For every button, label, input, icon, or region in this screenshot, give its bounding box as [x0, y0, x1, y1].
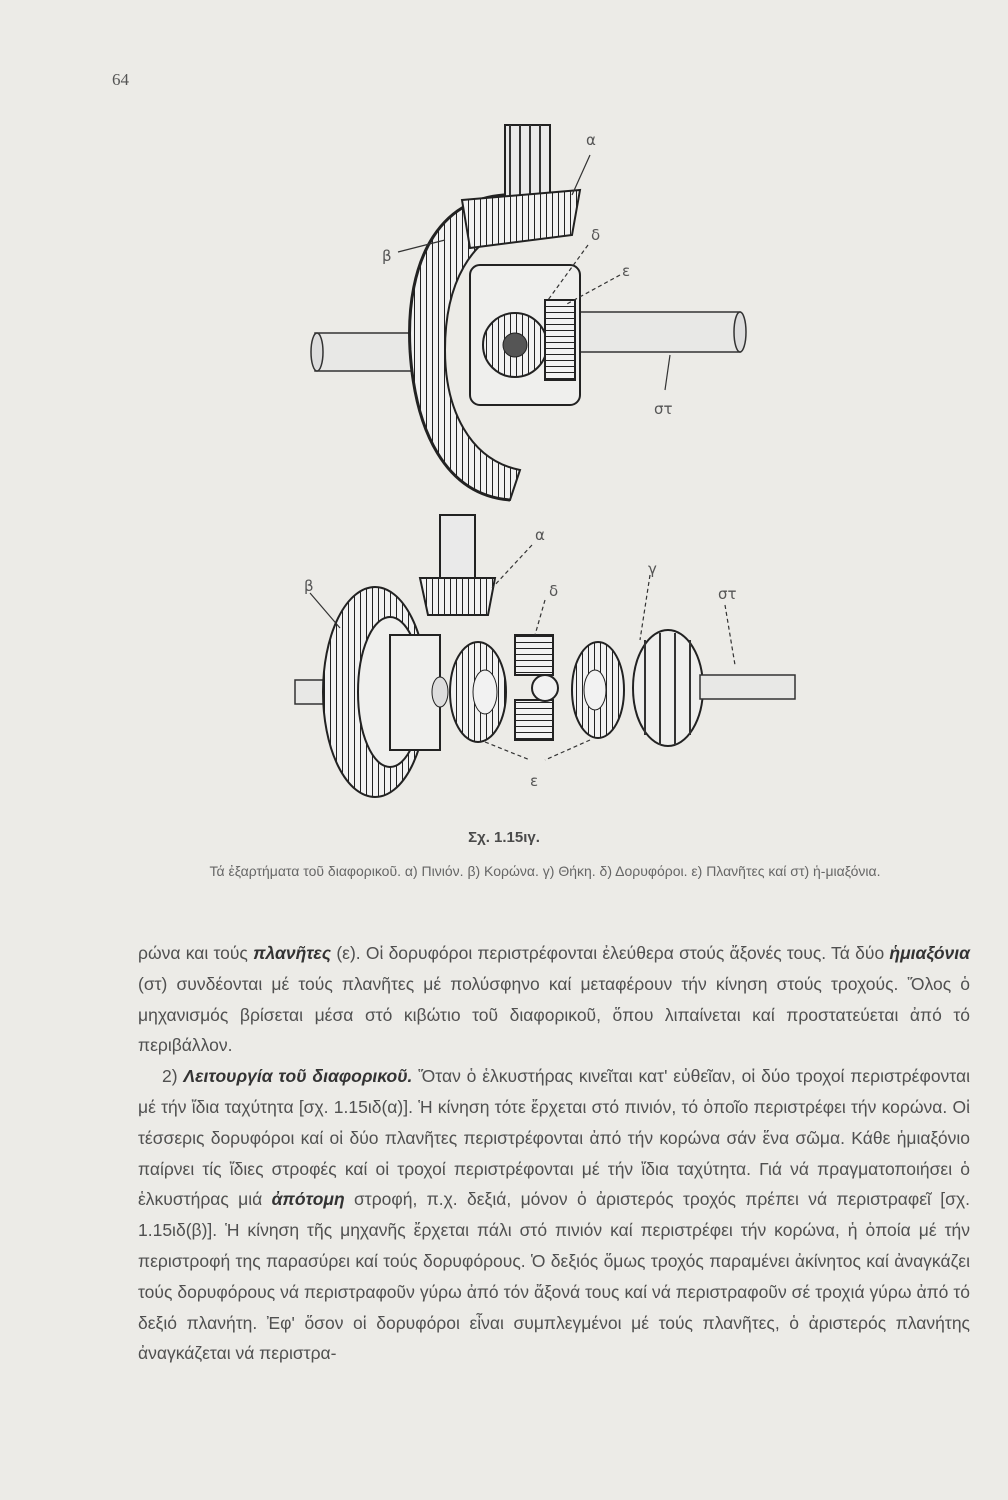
label-beta-top: β	[382, 247, 392, 265]
figure-caption-title: Σχ. 1.15ιγ.	[468, 829, 540, 846]
right-half-shaft-exploded	[700, 675, 795, 699]
label-st-bottom: στ	[718, 585, 737, 603]
term-differential-operation: Λειτουργία τοῦ διαφορικοῦ.	[183, 1066, 413, 1087]
planet-gear	[545, 300, 575, 380]
label-beta-bottom: β	[304, 577, 314, 595]
term-planets: πλανῆτες	[253, 943, 332, 963]
paragraph-2: 2) Λειτουργία τοῦ διαφορικοῦ. Ὅταν ὁ ἑλκυστήρας κινεῖται κατ' εὐθεῖαν, οἱ δύο τροχοί περιστρέφονται μέ τήν ἴδια ταχύτητα [σχ. 1.15ιδ(α)]. Ἡ κίνηση τότε ἔρχεται στό πινιόν, τό ὁποῖο περιστρέφει τήν κορώνα. Οἱ τέσσερις δορυφόροι καί οἱ δύο πλανῆτες περιστρέφονται ἀπό τήν κορώνα σάν ἕνα σῶμα. Κάθε ἡμιαξόνιο παίρνει τίς ἴδιες στροφές καί οἱ τροχοί περιστρέφονται μέ τήν ἴδια ταχύτητα. Γιά νά πραγματοποιήσει ὁ ἑλκυστήρας μιά ἀπότομη στροφή, π.χ. δεξιά, μόνον ὁ ἀριστερός τροχός πρέπει νά περιστραφεῖ [σχ. 1.15ιδ(β)]. Ἡ κίνηση τῆς μηχανῆς ἔρχεται πάλι στό πινιόν καί περιστρέφει τήν κορώνα, ἡ ὁποία μέ τήν περιστροφή της παρασύρει καί τούς δορυφόρους. Ὁ δεξιός ὅμως τροχός παραμένει ἀκίνητος καί ἀναγκάζει τούς δορυφόρους νά περιστραφοῦν γύρω ἀπό τόν ἄξονά τους καί νά περιστραφοῦν σέ τροχιά γύρω ἀπό τό δεξιό πλανήτη. Ἐφ' ὅσον οἱ δορυφόροι εἶναι συμπλεγμένοι μέ τούς πλανῆτες, ὁ ἀριστερός πλανήτης ἀναγκάζεται νά περιστρα-	[138, 1066, 970, 1364]
page-number: 64	[112, 70, 129, 89]
term-abrupt: ἀπότομη	[271, 1189, 345, 1210]
figure-caption-text: Τά ἐξαρτήματα τοῦ διαφορικοῦ. α) Πινιόν. β) Κορώνα. γ) Θήκη. δ) Δορυφόροι. ε) Πλανῆτες καί στ) ἡ-μιαξόνια.	[209, 863, 881, 879]
label-alpha-bottom: α	[535, 526, 545, 544]
label-epsilon-top: ε	[622, 262, 631, 280]
exploded-differential	[295, 515, 795, 797]
label-delta-top: δ	[591, 226, 601, 244]
label-st-top: στ	[654, 400, 673, 418]
satellite-gear-top	[515, 635, 553, 675]
label-gamma-bottom: γ	[648, 560, 657, 578]
paragraph-1: ρώνα και τούς πλανῆτες (ε). Οἱ δορυφόροι περιστρέφονται ἐλεύθερα στούς ἄξονές τους. Τά δύο ἡμιαξόνια (στ) συνδέονται μέ τούς πλανῆτες μέ πολύσφηνο καί μεταφέρουν τήν κίνηση στούς τροχούς. Ὅλος ὁ μηχανισμός βρίσεται μέσα στό κιβώτιο τοῦ διαφορικοῦ, ὅπου λιπαίνεται καί προστατεύεται ἀπό τό περιβάλλον.	[138, 943, 970, 1056]
pinion-shaft-exploded	[440, 515, 475, 580]
pinion-gear	[462, 190, 580, 248]
term-half-shafts: ἡμιαξόνια	[889, 943, 970, 963]
satellite-gear-bottom	[515, 700, 553, 740]
label-delta-bottom: δ	[549, 582, 559, 600]
label-alpha-top: α	[586, 131, 596, 149]
assembled-differential	[311, 125, 746, 500]
body-text	[138, 938, 970, 1369]
pinion-exploded	[420, 578, 495, 615]
right-half-shaft	[560, 312, 740, 352]
label-epsilon-bottom: ε	[530, 772, 539, 790]
case-housing	[633, 630, 703, 746]
